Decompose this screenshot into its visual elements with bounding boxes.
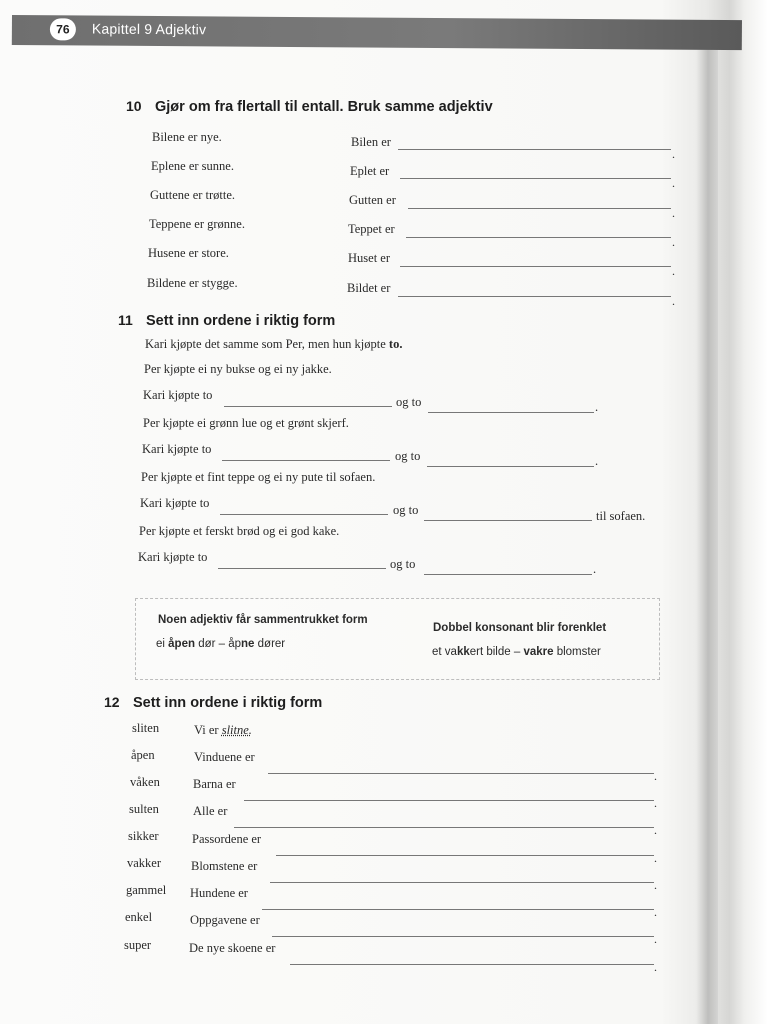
ex12-period: . (654, 851, 657, 865)
ex11-fill-start-1: Kari kjøpte to (143, 388, 213, 402)
ex11-sentence-3: Per kjøpte et fint teppe og ei ny pute til sofaen. (141, 470, 376, 484)
ex12-prompt-7: Oppgavene er (190, 913, 260, 927)
infobox-right-ex-bold: kk (456, 646, 470, 658)
book-spine-shadow (696, 24, 718, 1024)
ex12-answer-line-6[interactable] (262, 909, 654, 910)
exercise-12-number: 12 (104, 694, 120, 710)
ex10-period: . (672, 235, 675, 249)
ex11-sentence-1: Per kjøpte ei ny bukse og ei ny jakke. (144, 362, 332, 376)
ex11-answer-line-4b[interactable] (424, 574, 592, 575)
ex12-answer-line-8[interactable] (290, 964, 654, 965)
exercise-11-title: Sett inn ordene i riktig form (146, 313, 336, 329)
ex12-period: . (654, 905, 657, 919)
page-number-badge: 76 (50, 18, 76, 40)
infobox-left-ex-bold: åpen (168, 638, 195, 650)
ex11-fill-mid-2: og to (395, 449, 421, 463)
ex11-fill-start-3: Kari kjøpte to (140, 496, 210, 510)
ex10-singular-3: Gutten er (349, 193, 396, 207)
ex12-prompt-8: De nye skoene er (189, 941, 276, 955)
ex11-intro-bold: to. (388, 337, 403, 351)
exercise-10-title: Gjør om fra flertall til entall. Bruk samme adjektiv (155, 99, 493, 115)
chapter-header-bar (12, 15, 742, 50)
ex12-answer-line-1[interactable] (268, 773, 654, 774)
ex12-prompt-1: Vinduene er (194, 750, 255, 764)
ex11-answer-line-4a[interactable] (218, 568, 386, 569)
ex12-word-1: åpen (131, 748, 155, 762)
ex11-fill-mid-4: og to (390, 557, 416, 571)
ex10-period: . (672, 176, 675, 190)
ex12-period: . (654, 769, 657, 783)
exercise-12-title: Sett inn ordene i riktig form (133, 695, 323, 711)
ex11-fill-end-2: . (595, 454, 599, 468)
ex11-answer-line-2a[interactable] (222, 460, 390, 461)
ex11-fill-start-4: Kari kjøpte to (138, 550, 208, 564)
ex12-word-2: våken (130, 775, 160, 789)
ex12-prompt-3: Alle er (193, 804, 228, 818)
ex12-answer-line-7[interactable] (272, 936, 654, 937)
ex12-period: . (654, 823, 657, 837)
ex10-singular-5: Huset er (348, 251, 390, 265)
ex11-fill-end-1: . (595, 400, 599, 414)
ex12-word-4: sikker (128, 829, 159, 843)
ex11-fill-mid-3: og to (393, 503, 419, 517)
ex11-answer-line-3a[interactable] (220, 514, 388, 515)
ex10-answer-line-1[interactable] (398, 149, 671, 150)
ex11-answer-line-3b[interactable] (424, 520, 592, 521)
ex11-fill-end-4: . (593, 562, 597, 576)
ex12-prompt-6: Hundene er (190, 886, 248, 900)
ex12-word-3: sulten (129, 802, 159, 816)
infobox-right-title: Dobbel konsonant blir forenklet (433, 622, 607, 634)
ex12-example-prefix: Vi er (194, 723, 222, 737)
infobox-left-ex-part: ei (156, 638, 169, 650)
ex12-answer-line-3[interactable] (234, 827, 654, 828)
ex12-example-answer: slitne. (221, 723, 252, 737)
ex10-answer-line-4[interactable] (406, 237, 671, 238)
ex11-fill-start-2: Kari kjøpte to (142, 442, 212, 456)
ex11-fill-end-3: til sofaen. (596, 509, 646, 523)
infobox-left-ex-part: dør – åp (195, 638, 242, 650)
ex11-sentence-2: Per kjøpte ei grønn lue og et grønt skjerf. (143, 416, 349, 430)
ex12-period: . (654, 960, 657, 974)
ex12-answer-line-5[interactable] (270, 882, 654, 883)
ex12-prompt-4: Passordene er (192, 832, 262, 846)
ex10-period: . (672, 294, 675, 308)
ex10-period: . (672, 206, 675, 220)
ex10-answer-line-6[interactable] (398, 296, 671, 297)
ex12-period: . (654, 932, 657, 946)
ex12-word-example: sliten (132, 721, 160, 735)
ex11-answer-line-1a[interactable] (224, 406, 392, 407)
infobox-left-ex-bold: ne (241, 638, 255, 650)
ex11-intro-text: Kari kjøpte det samme som Per, men hun kjøpte (145, 337, 389, 351)
infobox-left-example (156, 638, 285, 650)
ex10-singular-2: Eplet er (350, 164, 390, 178)
infobox-right-ex-bold: vakre (523, 646, 554, 658)
infobox-right-ex-part: ert (469, 646, 484, 658)
infobox-right-ex-part: blomster (553, 646, 601, 658)
ex10-plural-1: Bilene er nye. (152, 130, 222, 144)
ex10-singular-1: Bilen er (351, 135, 391, 149)
ex11-intro (145, 337, 402, 352)
ex10-plural-6: Bildene er stygge. (147, 276, 238, 290)
ex12-prompt-2: Barna er (193, 777, 236, 791)
ex10-singular-6: Bildet er (347, 281, 391, 295)
ex12-word-5: vakker (127, 856, 162, 870)
infobox-right-ex-part: et va (432, 646, 457, 658)
ex10-singular-4: Teppet er (348, 222, 395, 236)
ex12-prompt-5: Blomstene er (191, 859, 258, 873)
infobox-right-example (432, 646, 601, 658)
ex10-answer-line-2[interactable] (400, 178, 671, 179)
ex11-fill-mid-1: og to (396, 395, 422, 409)
ex12-word-6: gammel (126, 883, 167, 897)
exercise-11-number: 11 (118, 312, 133, 328)
ex11-answer-line-1b[interactable] (428, 412, 594, 413)
exercise-10-number: 10 (126, 98, 142, 114)
ex10-plural-3: Guttene er trøtte. (150, 188, 236, 202)
ex12-answer-line-2[interactable] (244, 800, 654, 801)
ex10-period: . (672, 264, 675, 278)
chapter-title: Kapittel 9 Adjektiv (91, 20, 207, 38)
ex12-period: . (654, 796, 657, 810)
ex12-word-8: super (124, 938, 152, 952)
ex10-plural-5: Husene er store. (148, 246, 229, 260)
ex12-answer-line-4[interactable] (276, 855, 654, 856)
infobox-right-ex-part: bilde – (483, 646, 524, 658)
ex12-period: . (654, 878, 657, 892)
ex11-sentence-4: Per kjøpte et ferskt brød og ei god kake. (139, 524, 340, 538)
ex11-answer-line-2b[interactable] (427, 466, 594, 467)
ex12-example-sentence (194, 723, 252, 738)
ex10-answer-line-3[interactable] (408, 208, 671, 209)
ex12-word-7: enkel (125, 910, 153, 924)
ex10-answer-line-5[interactable] (400, 266, 671, 267)
ex10-plural-4: Teppene er grønne. (149, 217, 245, 231)
infobox-left-ex-part: dører (254, 638, 286, 650)
ex10-plural-2: Eplene er sunne. (151, 159, 234, 173)
ex10-period: . (672, 147, 675, 161)
infobox-left-title: Noen adjektiv får sammentrukket form (158, 614, 368, 626)
